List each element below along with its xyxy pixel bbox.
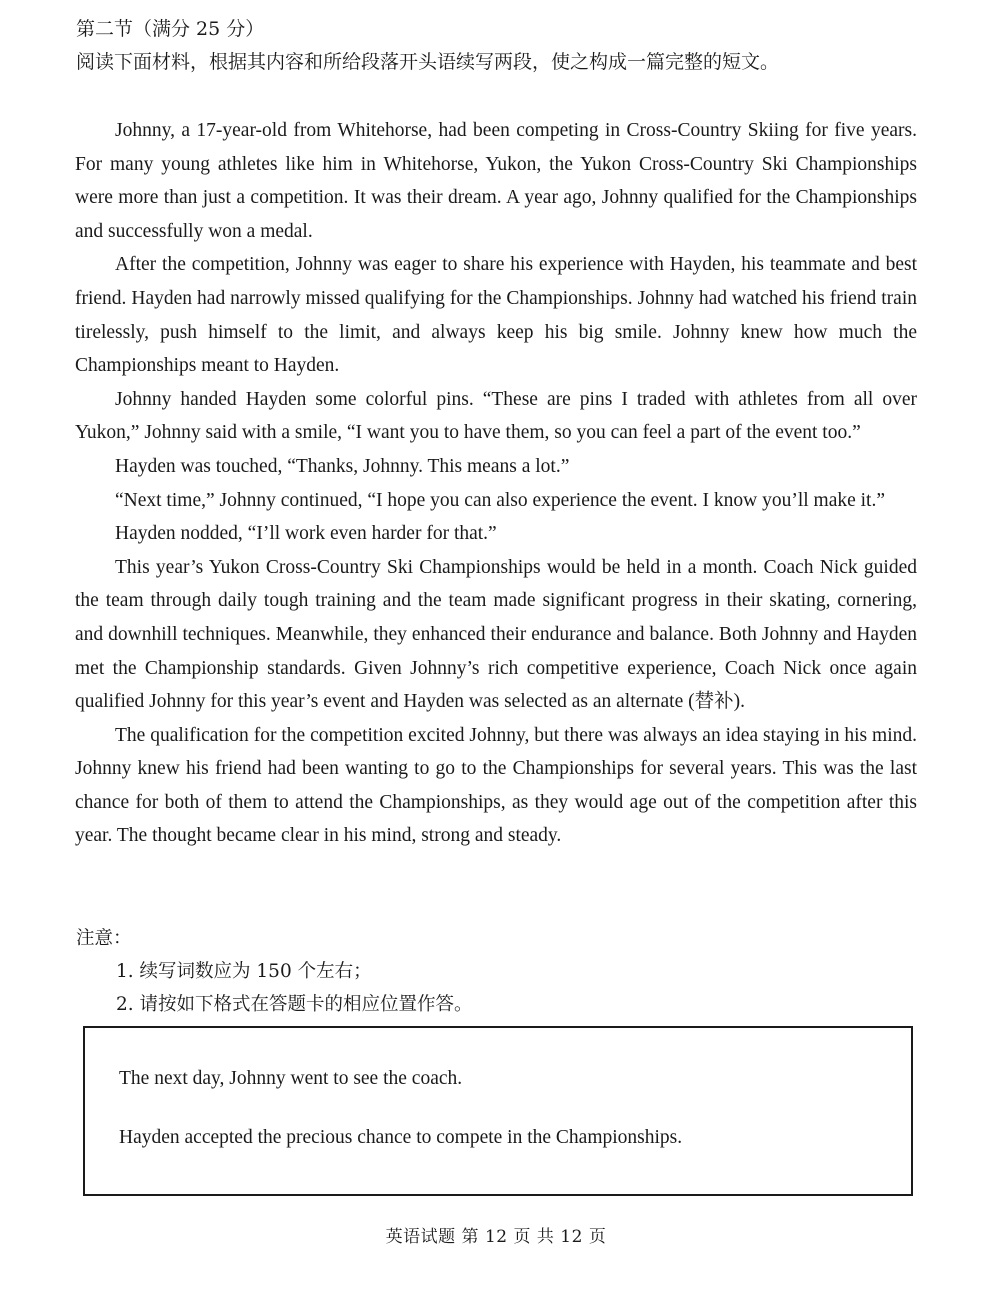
passage-paragraph-5: “Next time,” Johnny continued, “I hope you can also experience the event. I know you’ll make it.” [115, 489, 885, 511]
passage-paragraph-3: Johnny handed Hayden some colorful pins. “These are pins I traded with athletes from all over Yukon,” Johnny said with a smile, “I want you to have them, so you can feel a part of the event too.” [75, 388, 917, 444]
passage-paragraph-4: Hayden was touched, “Thanks, Johnny. This means a lot.” [115, 455, 570, 477]
notes-item-format: 2. 请按如下格式在答题卡的相应位置作答。 [116, 994, 473, 1015]
reading-passage [75, 114, 917, 853]
page-footer: 英语试题 第 12 页 共 12 页 [385, 1227, 607, 1247]
instruction-text: 阅读下面材料，根据其内容和所给段落开头语续写两段，使之构成一篇完整的短文。 [76, 51, 780, 73]
section-title: 第二节（满分 25 分） [76, 18, 265, 40]
answer-box [83, 1026, 913, 1196]
notes-section [76, 922, 473, 1021]
passage-paragraph-6: Hayden nodded, “I’ll work even harder for that.” [115, 523, 497, 545]
notes-heading: 注意： [76, 928, 132, 949]
paragraph-starter-1: The next day, Johnny went to see the coach. [119, 1068, 463, 1089]
paragraph-starter-2: Hayden accepted the precious chance to compete in the Championships. [119, 1127, 683, 1148]
notes-item-word-count: 1. 续写词数应为 150 个左右； [116, 961, 372, 982]
passage-paragraph-1: Johnny, a 17-year-old from Whitehorse, had been competing in Cross-Country Skiing for five years. For many young athletes like him in Whitehorse, Yukon, the Yukon Cross-Country Ski Championships were more than just a competition. It was their dream. A year ago, Johnny qualified for the Championships and successfully won a medal. [75, 120, 917, 242]
passage-paragraph-8: The qualification for the competition excited Johnny, but there was always an idea staying in his mind. Johnny knew his friend had been wanting to go to the Championships for several years. This was the last chance for both of them to attend the Championships, as they would age out of the competition after this year. The thought became clear in his mind, strong and steady. [75, 724, 917, 847]
passage-paragraph-7: This year’s Yukon Cross-Country Ski Championships would be held in a month. Coach Nick guided the team through daily tough training and the team made significant progress in their skating, cornering, and downhill techniques. Meanwhile, they enhanced their endurance and balance. Both Johnny and Hayden met the Championship standards. Given Johnny’s rich competitive experience, Coach Nick once again qualified Johnny for this year’s event and Hayden was selected as an alternate (替补). [75, 556, 917, 713]
passage-paragraph-2: After the competition, Johnny was eager to share his experience with Hayden, his teammate and best friend. Hayden had narrowly missed qualifying for the Championships. Johnny had watched his friend train tirelessly, push himself to the limit, and always keep his big smile. Johnny knew how much the Championships meant to Hayden. [75, 254, 917, 377]
